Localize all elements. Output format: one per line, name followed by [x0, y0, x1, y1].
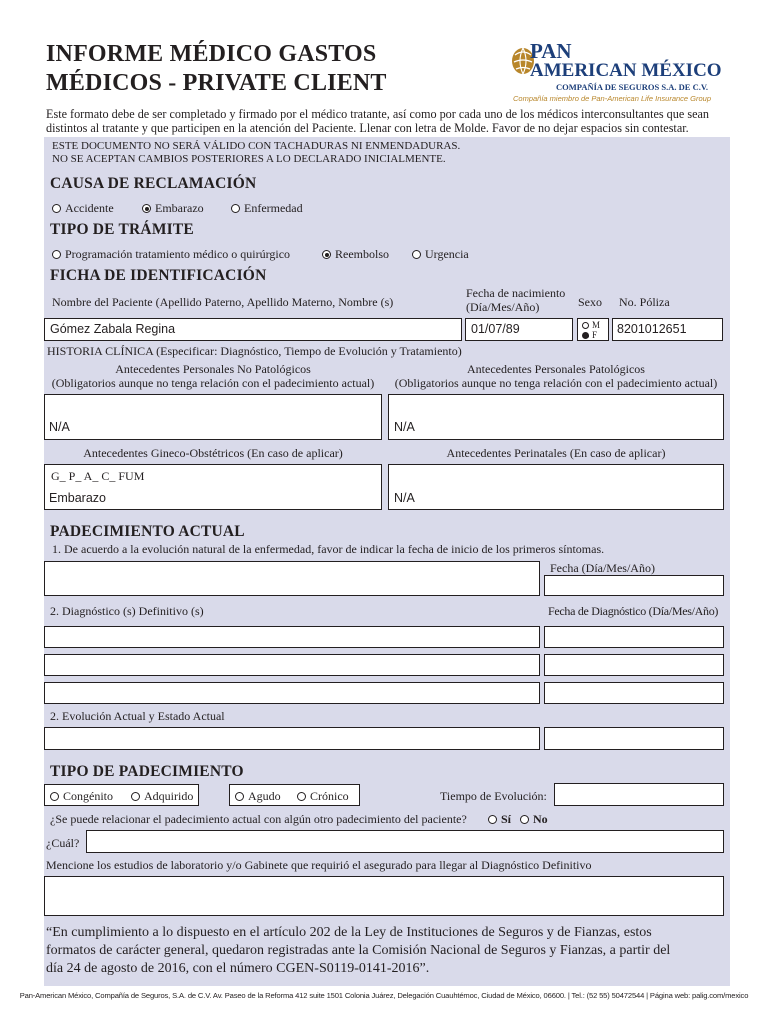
- legal-notice: [46, 924, 726, 978]
- logo-pan: PAN: [530, 39, 572, 63]
- footer-address: Pan-American México, Compañía de Seguros, S.A. de C.V. Av. Paseo de la Reforma 412 suite 1501 Colonia Juárez, Delegación Cuauhtémoc, Ciudad de México, 06600. | Tel.: (52 55) 50472544 | Página web: palig.com/mexico: [19, 991, 749, 1000]
- radio-label: Embarazo: [155, 201, 204, 215]
- fecha-nacimiento-label-2: (Día/Mes/Año): [466, 300, 540, 314]
- historia-title: HISTORIA CLÍNICA (Especificar: Diagnóstico, Tiempo de Evolución y Tratamiento): [47, 344, 462, 358]
- section-padecimiento-title: PADECIMIENTO ACTUAL: [50, 523, 245, 540]
- padecimiento-q1: 1. De acuerdo a la evolución natural de la enfermedad, favor de indicar la fecha de inicio de los primeros síntomas.: [52, 542, 605, 556]
- nombre-field[interactable]: [44, 318, 462, 341]
- sexo-option-m[interactable]: [582, 320, 600, 330]
- fecha-sintomas-label: Fecha (Día/Mes/Año): [550, 561, 655, 575]
- sexo-label: Sexo: [578, 295, 602, 309]
- radio-accidente[interactable]: [52, 201, 114, 216]
- section-tramite-title: TIPO DE TRÁMITE: [50, 221, 194, 238]
- gineco-value: Embarazo: [49, 491, 106, 505]
- radio-circle[interactable]: [412, 250, 421, 259]
- nombre-value: Gómez Zabala Regina: [50, 322, 176, 336]
- radio-embarazo[interactable]: [142, 201, 204, 216]
- estudios-label: Mencione los estudios de laboratorio y/o Gabinete que requirió el asegurado para llegar al Diagnóstico Definitivo: [46, 858, 592, 872]
- sexo-f-label: F: [592, 330, 598, 340]
- perinatales-field[interactable]: [388, 464, 724, 510]
- radio-label: Agudo: [248, 789, 281, 803]
- legal-line1: “En cumplimiento a lo dispuesto en el artículo 202 de la Ley de Instituciones de Seguros y de Fianzas, estos: [46, 925, 652, 940]
- tiempo-evolucion-field[interactable]: [554, 783, 724, 806]
- diagnostico-field-2[interactable]: [44, 654, 540, 676]
- no-patologicos-label: [44, 362, 382, 390]
- warning-line2: NO SE ACEPTAN CAMBIOS POSTERIORES A LO DECLARADO INICIALMENTE.: [52, 153, 446, 165]
- poliza-value: 8201012651: [617, 322, 687, 336]
- legal-line3: día 24 de agosto de 2016, con el número CGEN-S0119-0141-2016”.: [46, 961, 430, 976]
- radio-label: Urgencia: [425, 247, 469, 261]
- radio-cronico[interactable]: [297, 789, 349, 804]
- warning-notice: [52, 140, 460, 166]
- radio-circle[interactable]: [488, 815, 497, 824]
- form-title: [46, 40, 387, 98]
- radio-circle[interactable]: [50, 792, 59, 801]
- fecha-nacimiento-value: 01/07/89: [471, 322, 520, 336]
- no-patologicos-label-1: Antecedentes Personales No Patológicos: [115, 362, 311, 376]
- radio-si[interactable]: [488, 812, 511, 827]
- radio-enfermedad[interactable]: [231, 201, 303, 216]
- warning-line1: ESTE DOCUMENTO NO SERÁ VÁLIDO CON TACHADURAS NI ENMENDADURAS.: [52, 140, 461, 152]
- duracion-group: [229, 784, 360, 806]
- radio-circle[interactable]: [52, 204, 61, 213]
- fecha-nacimiento-label: [466, 286, 565, 314]
- gineco-field[interactable]: [44, 464, 382, 510]
- cual-field[interactable]: [86, 830, 724, 853]
- perinatales-value: N/A: [394, 491, 415, 505]
- radio-congenito[interactable]: [50, 789, 113, 804]
- form-title-line1: INFORME MÉDICO GASTOS: [46, 41, 377, 67]
- patologicos-value: N/A: [394, 420, 415, 434]
- logo-american: AMERICAN MÉXICO: [530, 60, 722, 81]
- section-ficha-title: FICHA DE IDENTIFICACIÓN: [50, 267, 267, 284]
- fecha-diagnostico-field-1[interactable]: [544, 626, 724, 648]
- radio-label: Crónico: [310, 789, 349, 803]
- patologicos-label: [388, 362, 724, 390]
- logo-tagline: Compañía miembro de Pan-American Life Insurance Group: [513, 94, 712, 103]
- radio-label: No: [533, 812, 548, 826]
- radio-circle[interactable]: [52, 250, 61, 259]
- radio-circle-selected[interactable]: [322, 250, 331, 259]
- fecha-diagnostico-label: Fecha de Diagnóstico (Día/Mes/Año): [548, 604, 719, 618]
- fecha-nacimiento-field[interactable]: [465, 318, 573, 341]
- inicio-sintomas-field[interactable]: [44, 561, 540, 596]
- logo-wordmark: [530, 39, 722, 81]
- radio-label: Accidente: [65, 201, 114, 215]
- intro-line2: distintos al tratante y que participen en la atención del Paciente. Llenar con letra de Molde. Favor de no dejar espacios sin contestar.: [46, 121, 689, 135]
- fecha-sintomas-field[interactable]: [544, 575, 724, 596]
- radio-label: Reembolso: [335, 247, 389, 261]
- fecha-nacimiento-label-1: Fecha de nacimiento: [466, 286, 566, 300]
- patologicos-label-2: (Obligatorios aunque no tenga relación con el padecimiento actual): [394, 376, 718, 390]
- intro-line1: Este formato debe de ser completado y firmado por el médico tratante, así como por cada uno de los médicos interconsultantes que sean: [46, 107, 709, 121]
- radio-adquirido[interactable]: [131, 789, 193, 804]
- sexo-m-label: M: [592, 320, 601, 330]
- radio-circle[interactable]: [131, 792, 140, 801]
- intro-text: [46, 107, 726, 135]
- radio-reembolso[interactable]: [322, 247, 389, 262]
- radio-circle[interactable]: [231, 204, 240, 213]
- radio-label: Sí: [501, 812, 512, 826]
- radio-programacion[interactable]: [52, 247, 290, 262]
- sexo-field[interactable]: [577, 318, 609, 341]
- no-patologicos-value: N/A: [49, 420, 70, 434]
- radio-label: Congénito: [63, 789, 113, 803]
- poliza-field[interactable]: [612, 318, 723, 341]
- radio-label: Adquirido: [144, 789, 194, 803]
- relacion-question: ¿Se puede relacionar el padecimiento actual con algún otro padecimiento del paciente?: [50, 812, 467, 826]
- section-tipo-title: TIPO DE PADECIMIENTO: [50, 763, 244, 780]
- padecimiento-q3: 2. Evolución Actual y Estado Actual: [50, 709, 225, 723]
- patologicos-field[interactable]: [388, 394, 724, 440]
- pan-american-logo: [510, 39, 730, 104]
- tiempo-evolucion-label: Tiempo de Evolución:: [440, 789, 547, 803]
- radio-no[interactable]: [520, 812, 548, 827]
- radio-circle[interactable]: [297, 792, 306, 801]
- diagnostico-field-3[interactable]: [44, 682, 540, 704]
- legal-line2: formatos de carácter general, quedaron registradas ante la Comisión Nacional de Seguros y Fianzas, a partir del: [46, 943, 671, 958]
- radio-circle[interactable]: [582, 322, 589, 329]
- fecha-diagnostico-field-2[interactable]: [544, 654, 724, 676]
- radio-label: Programación tratamiento médico o quirúrgico: [65, 247, 291, 261]
- poliza-label: No. Póliza: [619, 295, 670, 309]
- no-patologicos-field[interactable]: [44, 394, 382, 440]
- no-patologicos-label-2: (Obligatorios aunque no tenga relación con el padecimiento actual): [51, 376, 375, 390]
- sexo-option-f[interactable]: [582, 330, 597, 340]
- radio-circle-selected[interactable]: [142, 204, 151, 213]
- logo-subtitle: COMPAÑÍA DE SEGUROS S.A. DE C.V.: [556, 82, 708, 92]
- perinatales-label: Antecedentes Perinatales (En caso de aplicar): [446, 446, 666, 460]
- estudios-field[interactable]: [44, 876, 724, 916]
- origen-group: [44, 784, 199, 806]
- fecha-diagnostico-field-3[interactable]: [544, 682, 724, 704]
- nombre-label: Nombre del Paciente (Apellido Paterno, Apellido Materno, Nombre (s): [52, 295, 394, 309]
- form-title-line2: MÉDICOS - PRIVATE CLIENT: [46, 70, 387, 96]
- radio-urgencia[interactable]: [412, 247, 469, 262]
- evolucion-field[interactable]: [44, 727, 540, 750]
- radio-agudo[interactable]: [235, 789, 281, 804]
- radio-circle-selected[interactable]: [582, 332, 589, 339]
- gineco-template: G_ P_ A_ C_ FUM: [51, 469, 145, 483]
- gineco-label: Antecedentes Gineco-Obstétricos (En caso de aplicar): [83, 446, 343, 460]
- evolucion-fecha-field[interactable]: [544, 727, 724, 750]
- radio-label: Enfermedad: [244, 201, 303, 215]
- radio-circle[interactable]: [520, 815, 529, 824]
- cual-label: ¿Cuál?: [46, 836, 80, 850]
- patologicos-label-1: Antecedentes Personales Patológicos: [467, 362, 645, 376]
- diagnostico-field-1[interactable]: [44, 626, 540, 648]
- radio-circle[interactable]: [235, 792, 244, 801]
- padecimiento-q2: 2. Diagnóstico (s) Definitivo (s): [50, 604, 204, 618]
- section-causa-title: CAUSA DE RECLAMACIÓN: [50, 175, 257, 192]
